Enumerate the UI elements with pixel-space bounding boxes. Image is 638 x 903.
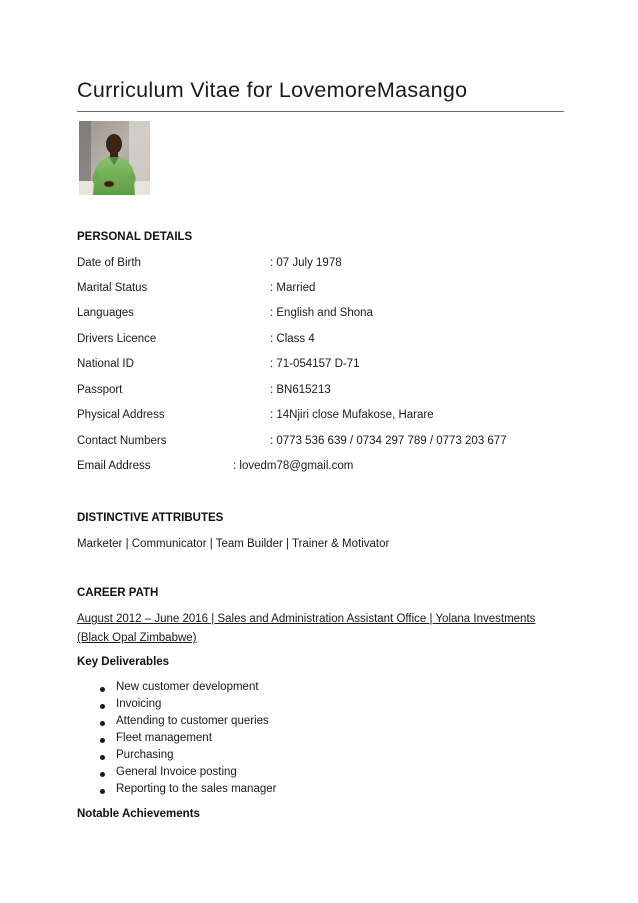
career-entry-line: August 2012 – June 2016 | Sales and Administration Assistant Office | Yolana Investments [77, 613, 536, 625]
detail-label: Email Address [77, 460, 151, 472]
detail-value: : 71-054157 D-71 [270, 358, 360, 370]
bullet-icon [100, 789, 105, 794]
detail-value: : Class 4 [270, 333, 315, 345]
detail-value: : BN615213 [270, 384, 331, 396]
bullet-icon [100, 772, 105, 777]
personal-details-heading: PERSONAL DETAILS [77, 231, 193, 243]
detail-row-drivers-licence [77, 333, 557, 349]
detail-value: : 07 July 1978 [270, 257, 342, 269]
detail-label: Languages [77, 307, 134, 319]
detail-value: : 0773 536 639 / 0734 297 789 / 0773 203 677 [270, 435, 507, 447]
detail-row-email-address [77, 460, 557, 476]
key-deliverables-heading: Key Deliverables [77, 656, 170, 668]
distinctive-attributes-heading: DISTINCTIVE ATTRIBUTES [77, 512, 224, 524]
detail-value: : English and Shona [270, 307, 373, 319]
detail-label: Drivers Licence [77, 333, 157, 345]
list-item-text: Purchasing [116, 749, 174, 761]
detail-label: Physical Address [77, 409, 165, 421]
detail-label: Contact Numbers [77, 435, 167, 447]
detail-row-date-of-birth [77, 257, 557, 273]
attributes-text: Marketer | Communicator | Team Builder | Trainer & Motivator [77, 538, 390, 550]
detail-label: Passport [77, 384, 123, 396]
detail-value: : lovedm78@gmail.com [233, 460, 354, 472]
detail-row-contact-numbers [77, 435, 557, 451]
career-entry-company: (Black Opal Zimbabwe) [77, 632, 197, 644]
portrait-photo-graphic [79, 121, 150, 195]
notable-achievements-heading: Notable Achievements [77, 808, 200, 820]
detail-label: Date of Birth [77, 257, 141, 269]
detail-row-passport [77, 384, 557, 400]
list-item-text: Fleet management [116, 732, 212, 744]
list-item-text: General Invoice posting [116, 766, 237, 778]
list-item-text: Invoicing [116, 698, 162, 710]
detail-row-marital-status [77, 282, 557, 298]
bullet-icon [100, 704, 105, 709]
cv-title: Curriculum Vitae for LovemoreMasango [77, 78, 468, 102]
bullet-icon [100, 755, 105, 760]
career-path-heading: CAREER PATH [77, 587, 159, 599]
portrait-photo [79, 121, 150, 195]
list-item-text: Reporting to the sales manager [116, 783, 277, 795]
detail-row-physical-address [77, 409, 557, 425]
detail-row-languages [77, 307, 557, 323]
list-item-text: New customer development [116, 681, 259, 693]
list-item-text: Attending to customer queries [116, 715, 269, 727]
detail-row-national-id [77, 358, 557, 374]
bullet-icon [100, 721, 105, 726]
bullet-icon [100, 687, 105, 692]
detail-label: National ID [77, 358, 134, 370]
detail-label: Marital Status [77, 282, 148, 294]
detail-value: : Married [270, 282, 316, 294]
bullet-icon [100, 738, 105, 743]
title-underline [77, 111, 564, 112]
detail-value: : 14Njiri close Mufakose, Harare [270, 409, 434, 421]
